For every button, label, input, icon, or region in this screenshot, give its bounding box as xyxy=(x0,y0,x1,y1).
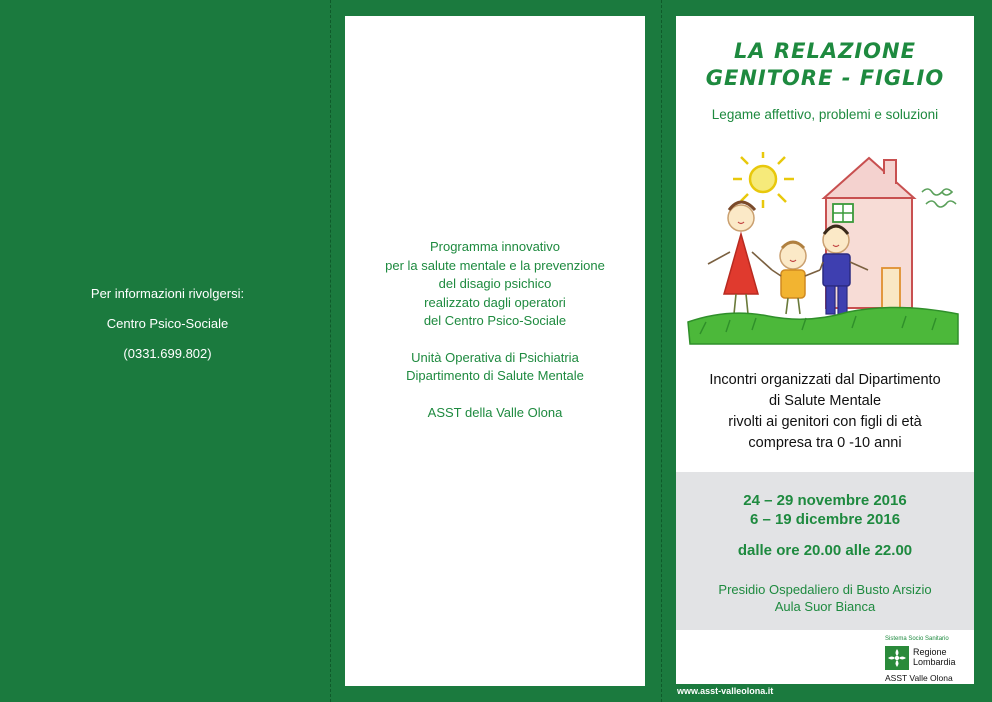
child-figure xyxy=(772,242,820,314)
logo-system-label: Sistema Socio Sanitario xyxy=(885,636,949,642)
sun-icon xyxy=(733,152,794,208)
title-line: GENITORE - FIGLIO xyxy=(705,66,945,90)
program-line: realizzato dagli operatori xyxy=(424,294,566,310)
logo-region-name xyxy=(913,647,956,667)
contact-center: Centro Psico-Sociale xyxy=(106,316,229,331)
unit-line: Unità Operativa di Psichiatria xyxy=(411,349,579,365)
program-line: del Centro Psico-Sociale xyxy=(423,313,567,328)
venue-name: Presidio Ospedaliero di Busto Arsizio xyxy=(718,582,932,597)
program-line: per la salute mentale e la prevenzione xyxy=(385,257,605,273)
mother-figure xyxy=(708,202,772,314)
date-november: 24 – 29 novembre 2016 xyxy=(743,492,907,509)
contact-phone: (0331.699.802) xyxy=(123,346,212,361)
venue-room: Aula Suor Bianca xyxy=(774,599,876,614)
cloud-curl xyxy=(922,189,952,195)
description-line: di Salute Mentale xyxy=(768,393,882,409)
website-link[interactable]: www.asst-valleolona.it xyxy=(677,686,774,696)
cover-panel xyxy=(676,16,974,684)
middle-panel xyxy=(345,16,645,686)
region-line: Lombardia xyxy=(913,657,956,667)
fold-line-left xyxy=(330,0,331,702)
description-line: compresa tra 0 -10 anni xyxy=(748,435,902,451)
cover-title xyxy=(676,38,974,92)
fold-line-right xyxy=(661,0,662,702)
rosa-camuna-icon xyxy=(885,646,909,670)
program-line: Programma innovativo xyxy=(429,239,561,254)
program-description xyxy=(345,238,645,422)
title-line: LA RELAZIONE xyxy=(734,39,916,63)
contact-heading: Per informazioni rivolgersi: xyxy=(90,286,245,301)
cloud-curl xyxy=(926,201,956,207)
cover-subtitle: Legame affettivo, problemi e soluzioni xyxy=(711,107,939,122)
event-description xyxy=(676,370,974,454)
event-time: dalle ore 20.00 alle 22.00 xyxy=(737,542,913,559)
family-house-drawing xyxy=(686,152,962,348)
description-line: rivolti ai genitori con figli di età xyxy=(728,414,922,430)
asst-name: ASST della Valle Olona xyxy=(427,404,563,420)
contact-info xyxy=(40,285,295,375)
logo-asst: ASST Valle Olona xyxy=(885,673,953,683)
region-line: Regione xyxy=(913,647,947,657)
dates-band xyxy=(676,472,974,630)
description-line: Incontri organizzati dal Dipartimento xyxy=(709,372,941,388)
date-december: 6 – 19 dicembre 2016 xyxy=(749,511,901,528)
venue xyxy=(676,581,974,615)
program-line: del disagio psichico xyxy=(438,276,552,291)
unit-line: Dipartimento di Salute Mentale xyxy=(406,368,584,383)
regione-lombardia-logo xyxy=(883,634,971,682)
